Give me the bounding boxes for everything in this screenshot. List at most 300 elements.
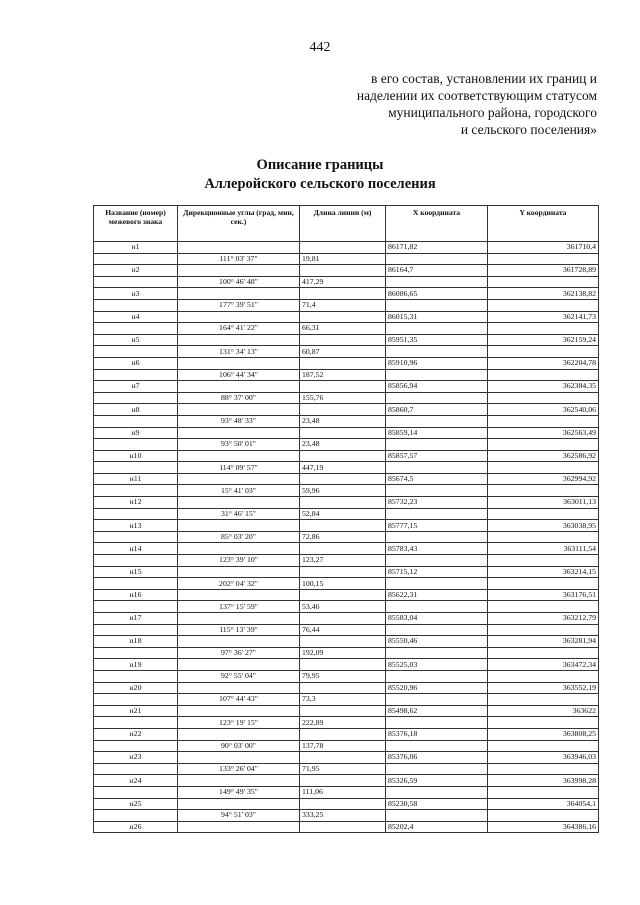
- y-coordinate-cell: 363622: [488, 705, 599, 717]
- point-name-cell: н10: [94, 450, 178, 462]
- empty-cell: [178, 821, 300, 833]
- y-coordinate-cell: 362138,82: [488, 288, 599, 300]
- direction-angle-cell: 164° 41' 22": [178, 323, 300, 335]
- empty-cell: [488, 717, 599, 729]
- x-coordinate-cell: 86164,7: [386, 265, 488, 277]
- empty-cell: [488, 508, 599, 520]
- title-line: Аллеройского сельского поселения: [204, 176, 436, 192]
- y-coordinate-cell: 363552,19: [488, 682, 599, 694]
- y-coordinate-cell: 364386,16: [488, 821, 599, 833]
- empty-cell: [488, 578, 599, 590]
- y-coordinate-cell: 363176,51: [488, 589, 599, 601]
- y-coordinate-cell: 363038,95: [488, 520, 599, 532]
- point-name-cell: н22: [94, 728, 178, 740]
- empty-cell: [178, 288, 300, 300]
- column-header-length: Длина линии (м): [300, 206, 386, 242]
- line-length-cell: 66,31: [300, 323, 386, 335]
- direction-angle-cell: 90° 03' 00": [178, 740, 300, 752]
- line-length-cell: 192,09: [300, 647, 386, 659]
- direction-angle-cell: 93° 50' 01": [178, 439, 300, 451]
- line-length-cell: 60,87: [300, 346, 386, 358]
- table-row: [94, 624, 599, 636]
- point-name-cell: н24: [94, 775, 178, 787]
- point-name-cell: н5: [94, 334, 178, 346]
- table-row: [94, 682, 599, 694]
- empty-cell: [386, 439, 488, 451]
- direction-angle-cell: 100° 46' 48": [178, 276, 300, 288]
- empty-cell: [94, 369, 178, 381]
- x-coordinate-cell: 85859,14: [386, 427, 488, 439]
- table-row: [94, 555, 599, 567]
- empty-cell: [94, 810, 178, 822]
- empty-cell: [386, 555, 488, 567]
- empty-cell: [488, 369, 599, 381]
- empty-cell: [94, 555, 178, 567]
- point-name-cell: н7: [94, 381, 178, 393]
- table-row: [94, 775, 599, 787]
- y-coordinate-cell: 363011,13: [488, 497, 599, 509]
- table-row: [94, 763, 599, 775]
- y-coordinate-cell: 363946,03: [488, 752, 599, 764]
- empty-cell: [386, 786, 488, 798]
- direction-angle-cell: 111° 03' 37": [178, 253, 300, 265]
- x-coordinate-cell: 85583,04: [386, 613, 488, 625]
- empty-cell: [178, 728, 300, 740]
- empty-cell: [300, 450, 386, 462]
- empty-cell: [178, 752, 300, 764]
- empty-cell: [300, 682, 386, 694]
- point-name-cell: н26: [94, 821, 178, 833]
- empty-cell: [386, 415, 488, 427]
- empty-cell: [488, 740, 599, 752]
- empty-cell: [300, 265, 386, 277]
- table-row: [94, 717, 599, 729]
- x-coordinate-cell: 85326,59: [386, 775, 488, 787]
- table-row: [94, 508, 599, 520]
- x-coordinate-cell: 85202,4: [386, 821, 488, 833]
- line-length-cell: 123,27: [300, 555, 386, 567]
- empty-cell: [178, 543, 300, 555]
- empty-cell: [386, 323, 488, 335]
- empty-cell: [178, 613, 300, 625]
- y-coordinate-cell: 362994,92: [488, 473, 599, 485]
- x-coordinate-cell: 85498,62: [386, 705, 488, 717]
- empty-cell: [94, 740, 178, 752]
- table-row: [94, 659, 599, 671]
- empty-cell: [488, 763, 599, 775]
- table-row: [94, 288, 599, 300]
- point-name-cell: н23: [94, 752, 178, 764]
- table-row: [94, 462, 599, 474]
- y-coordinate-cell: 362141,73: [488, 311, 599, 323]
- table-row: [94, 485, 599, 497]
- empty-cell: [300, 589, 386, 601]
- empty-cell: [178, 775, 300, 787]
- empty-cell: [386, 462, 488, 474]
- table-row: [94, 740, 599, 752]
- direction-angle-cell: 114° 09' 57": [178, 462, 300, 474]
- empty-cell: [300, 752, 386, 764]
- empty-cell: [300, 404, 386, 416]
- line-length-cell: 72,86: [300, 531, 386, 543]
- empty-cell: [488, 439, 599, 451]
- table-row: [94, 311, 599, 323]
- header-line: наделении их соответствующим статусом: [356, 88, 597, 103]
- empty-cell: [386, 717, 488, 729]
- x-coordinate-cell: 85860,7: [386, 404, 488, 416]
- table-row: [94, 810, 599, 822]
- table-row: [94, 404, 599, 416]
- empty-cell: [178, 242, 300, 254]
- empty-cell: [94, 415, 178, 427]
- direction-angle-cell: 31° 46' 15": [178, 508, 300, 520]
- table-row: [94, 821, 599, 833]
- table-row: [94, 566, 599, 578]
- table-row: [94, 299, 599, 311]
- empty-cell: [386, 276, 488, 288]
- line-length-cell: 23,48: [300, 439, 386, 451]
- empty-cell: [386, 531, 488, 543]
- empty-cell: [488, 647, 599, 659]
- point-name-cell: н2: [94, 265, 178, 277]
- empty-cell: [178, 520, 300, 532]
- line-length-cell: 100,15: [300, 578, 386, 590]
- y-coordinate-cell: 363214,15: [488, 566, 599, 578]
- empty-cell: [488, 415, 599, 427]
- x-coordinate-cell: 85732,23: [386, 497, 488, 509]
- y-coordinate-cell: 362540,06: [488, 404, 599, 416]
- empty-cell: [386, 647, 488, 659]
- empty-cell: [94, 717, 178, 729]
- empty-cell: [178, 334, 300, 346]
- line-length-cell: 137,78: [300, 740, 386, 752]
- empty-cell: [386, 369, 488, 381]
- table-row: [94, 578, 599, 590]
- empty-cell: [94, 624, 178, 636]
- line-length-cell: 333,25: [300, 810, 386, 822]
- table-header-row: [94, 206, 599, 242]
- table-row: [94, 647, 599, 659]
- empty-cell: [94, 485, 178, 497]
- direction-angle-cell: 137° 15' 59": [178, 601, 300, 613]
- table-row: [94, 473, 599, 485]
- table-row: [94, 543, 599, 555]
- empty-cell: [94, 392, 178, 404]
- line-length-cell: 79,95: [300, 670, 386, 682]
- document-title: [0, 156, 640, 194]
- point-name-cell: н4: [94, 311, 178, 323]
- table-row: [94, 694, 599, 706]
- empty-cell: [94, 462, 178, 474]
- point-name-cell: н19: [94, 659, 178, 671]
- empty-cell: [300, 427, 386, 439]
- table-row: [94, 253, 599, 265]
- table-row: [94, 531, 599, 543]
- empty-cell: [488, 670, 599, 682]
- empty-cell: [386, 763, 488, 775]
- y-coordinate-cell: 363281,94: [488, 636, 599, 648]
- point-name-cell: н14: [94, 543, 178, 555]
- point-name-cell: н15: [94, 566, 178, 578]
- x-coordinate-cell: 85856,94: [386, 381, 488, 393]
- y-coordinate-cell: 363212,79: [488, 613, 599, 625]
- empty-cell: [300, 311, 386, 323]
- point-name-cell: н11: [94, 473, 178, 485]
- table-row: [94, 357, 599, 369]
- empty-cell: [488, 462, 599, 474]
- empty-cell: [300, 705, 386, 717]
- table-row: [94, 752, 599, 764]
- x-coordinate-cell: 85951,35: [386, 334, 488, 346]
- table-row: [94, 497, 599, 509]
- point-name-cell: н1: [94, 242, 178, 254]
- point-name-cell: н3: [94, 288, 178, 300]
- empty-cell: [386, 299, 488, 311]
- x-coordinate-cell: 85857,57: [386, 450, 488, 462]
- empty-cell: [94, 694, 178, 706]
- empty-cell: [178, 381, 300, 393]
- direction-angle-cell: 106° 44' 34": [178, 369, 300, 381]
- empty-cell: [300, 613, 386, 625]
- line-length-cell: 155,76: [300, 392, 386, 404]
- table-row: [94, 346, 599, 358]
- empty-cell: [386, 694, 488, 706]
- empty-cell: [178, 566, 300, 578]
- empty-cell: [178, 473, 300, 485]
- table-row: [94, 369, 599, 381]
- empty-cell: [178, 427, 300, 439]
- empty-cell: [178, 659, 300, 671]
- empty-cell: [488, 810, 599, 822]
- empty-cell: [300, 566, 386, 578]
- point-name-cell: н20: [94, 682, 178, 694]
- line-length-cell: 71,95: [300, 763, 386, 775]
- direction-angle-cell: 131° 34' 13": [178, 346, 300, 358]
- empty-cell: [300, 543, 386, 555]
- direction-angle-cell: 149° 49' 35": [178, 786, 300, 798]
- empty-cell: [488, 392, 599, 404]
- title-line: Описание границы: [256, 157, 384, 173]
- empty-cell: [386, 601, 488, 613]
- x-coordinate-cell: 85783,43: [386, 543, 488, 555]
- empty-cell: [300, 728, 386, 740]
- empty-cell: [94, 253, 178, 265]
- empty-cell: [488, 601, 599, 613]
- header-text: [357, 70, 597, 138]
- point-name-cell: н6: [94, 357, 178, 369]
- y-coordinate-cell: 363808,25: [488, 728, 599, 740]
- empty-cell: [178, 798, 300, 810]
- empty-cell: [300, 288, 386, 300]
- empty-cell: [94, 439, 178, 451]
- table-row: [94, 427, 599, 439]
- y-coordinate-cell: 363472,34: [488, 659, 599, 671]
- empty-cell: [300, 775, 386, 787]
- empty-cell: [178, 589, 300, 601]
- x-coordinate-cell: 85376,18: [386, 728, 488, 740]
- y-coordinate-cell: 361710,4: [488, 242, 599, 254]
- empty-cell: [488, 299, 599, 311]
- empty-cell: [300, 473, 386, 485]
- empty-cell: [178, 404, 300, 416]
- column-header-name: Название (номер) межевого знака: [94, 206, 178, 242]
- empty-cell: [94, 276, 178, 288]
- table-row: [94, 786, 599, 798]
- empty-cell: [488, 346, 599, 358]
- empty-cell: [386, 740, 488, 752]
- empty-cell: [488, 323, 599, 335]
- empty-cell: [386, 578, 488, 590]
- direction-angle-cell: 88° 37' 00": [178, 392, 300, 404]
- line-length-cell: 59,96: [300, 485, 386, 497]
- empty-cell: [178, 636, 300, 648]
- x-coordinate-cell: 85715,12: [386, 566, 488, 578]
- empty-cell: [488, 555, 599, 567]
- column-header-x: X координата: [386, 206, 488, 242]
- header-line: и сельского поселения»: [460, 122, 597, 137]
- x-coordinate-cell: 86171,82: [386, 242, 488, 254]
- table-row: [94, 450, 599, 462]
- direction-angle-cell: 97° 36' 27": [178, 647, 300, 659]
- table-row: [94, 439, 599, 451]
- empty-cell: [94, 670, 178, 682]
- direction-angle-cell: 123° 19' 15": [178, 717, 300, 729]
- empty-cell: [488, 624, 599, 636]
- empty-cell: [300, 381, 386, 393]
- y-coordinate-cell: 361728,89: [488, 265, 599, 277]
- empty-cell: [386, 624, 488, 636]
- empty-cell: [300, 520, 386, 532]
- empty-cell: [300, 821, 386, 833]
- y-coordinate-cell: 363111,54: [488, 543, 599, 555]
- empty-cell: [300, 497, 386, 509]
- empty-cell: [178, 497, 300, 509]
- empty-cell: [94, 647, 178, 659]
- empty-cell: [94, 508, 178, 520]
- x-coordinate-cell: 85520,96: [386, 682, 488, 694]
- empty-cell: [178, 357, 300, 369]
- y-coordinate-cell: 362204,78: [488, 357, 599, 369]
- y-coordinate-cell: 362586,92: [488, 450, 599, 462]
- line-length-cell: 417,29: [300, 276, 386, 288]
- point-name-cell: н18: [94, 636, 178, 648]
- empty-cell: [386, 346, 488, 358]
- direction-angle-cell: 15° 41' 03": [178, 485, 300, 497]
- direction-angle-cell: 85° 03' 20": [178, 531, 300, 543]
- empty-cell: [94, 601, 178, 613]
- line-length-cell: 19,81: [300, 253, 386, 265]
- table-row: [94, 276, 599, 288]
- empty-cell: [386, 392, 488, 404]
- empty-cell: [94, 346, 178, 358]
- x-coordinate-cell: 85910,96: [386, 357, 488, 369]
- x-coordinate-cell: 85622,31: [386, 589, 488, 601]
- y-coordinate-cell: 362159,24: [488, 334, 599, 346]
- point-name-cell: н13: [94, 520, 178, 532]
- boundary-table: [93, 205, 599, 833]
- line-length-cell: 76,44: [300, 624, 386, 636]
- empty-cell: [94, 323, 178, 335]
- page-number: 442: [309, 40, 331, 55]
- empty-cell: [386, 810, 488, 822]
- empty-cell: [300, 798, 386, 810]
- header-line: в его состав, установлении их границ и: [371, 71, 597, 86]
- direction-angle-cell: 94° 51' 03": [178, 810, 300, 822]
- table-row: [94, 242, 599, 254]
- table-row: [94, 415, 599, 427]
- empty-cell: [300, 242, 386, 254]
- empty-cell: [178, 265, 300, 277]
- x-coordinate-cell: 85230,58: [386, 798, 488, 810]
- empty-cell: [386, 670, 488, 682]
- point-name-cell: н12: [94, 497, 178, 509]
- line-length-cell: 187,52: [300, 369, 386, 381]
- empty-cell: [300, 636, 386, 648]
- direction-angle-cell: 177° 39' 51": [178, 299, 300, 311]
- empty-cell: [94, 531, 178, 543]
- empty-cell: [94, 786, 178, 798]
- point-name-cell: н8: [94, 404, 178, 416]
- y-coordinate-cell: 363998,28: [488, 775, 599, 787]
- point-name-cell: н9: [94, 427, 178, 439]
- empty-cell: [178, 311, 300, 323]
- table-row: [94, 265, 599, 277]
- point-name-cell: н21: [94, 705, 178, 717]
- empty-cell: [300, 659, 386, 671]
- empty-cell: [178, 450, 300, 462]
- table-row: [94, 728, 599, 740]
- line-length-cell: 52,84: [300, 508, 386, 520]
- header-line: муниципального района, городского: [388, 105, 597, 120]
- x-coordinate-cell: 85525,03: [386, 659, 488, 671]
- table-row: [94, 334, 599, 346]
- empty-cell: [488, 531, 599, 543]
- direction-angle-cell: 107° 44' 43": [178, 694, 300, 706]
- table-row: [94, 636, 599, 648]
- y-coordinate-cell: 364054,1: [488, 798, 599, 810]
- line-length-cell: 222,89: [300, 717, 386, 729]
- table-body: [94, 242, 599, 833]
- empty-cell: [300, 334, 386, 346]
- x-coordinate-cell: 85674,5: [386, 473, 488, 485]
- direction-angle-cell: 92° 55' 04": [178, 670, 300, 682]
- empty-cell: [386, 485, 488, 497]
- table-row: [94, 798, 599, 810]
- direction-angle-cell: 133° 26' 04": [178, 763, 300, 775]
- table-row: [94, 589, 599, 601]
- empty-cell: [488, 694, 599, 706]
- line-length-cell: 73,3: [300, 694, 386, 706]
- table-row: [94, 705, 599, 717]
- line-length-cell: 447,19: [300, 462, 386, 474]
- column-header-y: Y координата: [488, 206, 599, 242]
- y-coordinate-cell: 362563,49: [488, 427, 599, 439]
- point-name-cell: н25: [94, 798, 178, 810]
- direction-angle-cell: 202° 04' 32": [178, 578, 300, 590]
- empty-cell: [488, 485, 599, 497]
- line-length-cell: 71,4: [300, 299, 386, 311]
- empty-cell: [94, 763, 178, 775]
- point-name-cell: н16: [94, 589, 178, 601]
- table-row: [94, 381, 599, 393]
- empty-cell: [386, 253, 488, 265]
- empty-cell: [488, 276, 599, 288]
- direction-angle-cell: 93° 48' 33": [178, 415, 300, 427]
- empty-cell: [488, 786, 599, 798]
- empty-cell: [178, 682, 300, 694]
- empty-cell: [386, 508, 488, 520]
- table-row: [94, 520, 599, 532]
